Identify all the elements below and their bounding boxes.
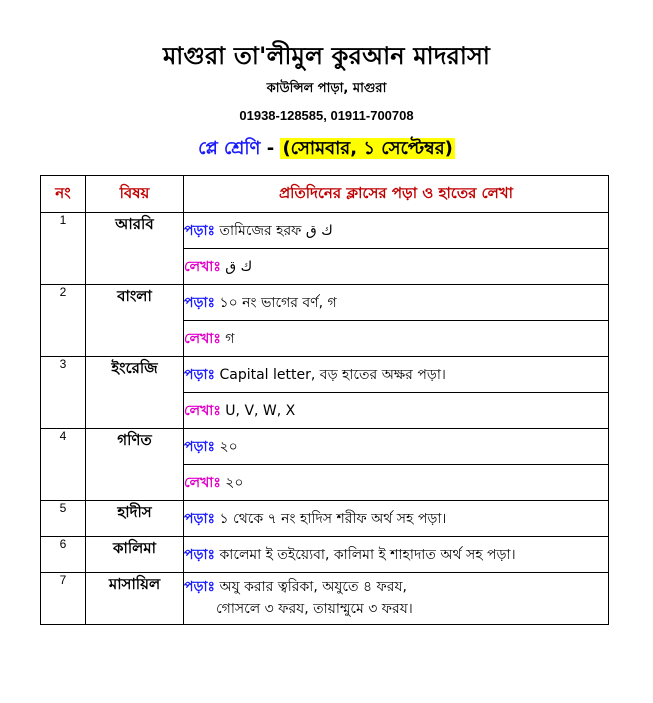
read-text: ১০ নং ভাগের বর্ণ, গ <box>215 294 337 311</box>
read-cell <box>184 537 609 573</box>
read-label: পড়াঃ <box>184 510 216 527</box>
read-text: অযু করার ত্বরিকা, অযুতে ৪ ফরয, <box>215 579 407 595</box>
madrasa-title: মাগুরা তা'লীমুল কুরআন মাদরাসা <box>162 42 491 70</box>
row-subject: হাদীস <box>86 501 184 537</box>
row-number: 1 <box>41 213 86 285</box>
row-number: 5 <box>41 501 86 537</box>
read-label: পড়াঃ <box>184 546 216 563</box>
table-row <box>41 285 609 321</box>
header-number: নং <box>41 176 86 213</box>
write-text: গ <box>220 330 235 347</box>
routine-table <box>40 175 609 625</box>
table-row <box>41 429 609 465</box>
read-text: Capital letter, বড় হাতের অক্ষর পড়া। <box>215 366 446 383</box>
row-subject: গণিত <box>86 429 184 501</box>
write-label: লেখাঃ <box>184 402 221 419</box>
read-label: পড়াঃ <box>184 366 216 383</box>
write-text: U, V, W, X <box>220 402 296 419</box>
row-subject: বাংলা <box>86 285 184 357</box>
dash-separator: - <box>260 138 281 159</box>
write-cell <box>184 393 609 429</box>
read-text: কালেমা ই তইয়্যেবা, কালিমা ই শাহাদাত অর্থ সহ পড়া। <box>215 546 516 563</box>
header-subject: বিষয় <box>86 176 184 213</box>
write-cell <box>184 321 609 357</box>
read-text: তামিজের হরফ ك ق <box>215 222 333 239</box>
read-label: পড়াঃ <box>184 222 216 239</box>
row-number: 6 <box>41 537 86 573</box>
table-row <box>41 213 609 249</box>
read-cell <box>184 501 609 537</box>
row-number: 7 <box>41 573 86 625</box>
row-subject: আরবি <box>86 213 184 285</box>
write-cell <box>184 249 609 285</box>
read-text: ১ থেকে ৭ নং হাদিস শরীফ অর্থ সহ পড়া। <box>215 510 447 527</box>
phone-numbers: 01938-128585, 01911-700708 <box>239 108 414 123</box>
read-cell <box>184 285 609 321</box>
read-label: পড়াঃ <box>184 294 216 311</box>
table-row <box>41 537 609 573</box>
class-line <box>0 134 653 165</box>
write-text: ك ق <box>220 258 253 275</box>
read-cell <box>184 429 609 465</box>
address: কাউন্সিল পাড়া, মাগুরা <box>266 81 387 96</box>
write-label: লেখাঃ <box>184 330 221 347</box>
header-daily-work: প্রতিদিনের ক্লাসের পড়া ও হাতের লেখা <box>184 176 609 213</box>
table-row <box>41 357 609 393</box>
write-label: লেখাঃ <box>184 258 221 275</box>
read-text: ২০ <box>215 438 238 455</box>
read-cell <box>184 573 609 625</box>
row-subject: কালিমা <box>86 537 184 573</box>
read-cell <box>184 357 609 393</box>
row-number: 4 <box>41 429 86 501</box>
date-highlight: (সোমবার, ১ সেপ্টেম্বর) <box>282 138 453 159</box>
table-row <box>41 501 609 537</box>
row-subject: ইংরেজি <box>86 357 184 429</box>
row-subject: মাসায়িল <box>86 573 184 625</box>
table-row <box>41 573 609 625</box>
class-name: প্লে শ্রেণি <box>198 138 261 159</box>
read-cell <box>184 213 609 249</box>
row-number: 3 <box>41 357 86 429</box>
read-label: পড়াঃ <box>184 438 216 455</box>
table-header-row <box>41 176 609 213</box>
write-cell <box>184 465 609 501</box>
row-number: 2 <box>41 285 86 357</box>
write-text: ২০ <box>220 474 244 491</box>
read-label: পড়াঃ <box>184 579 216 595</box>
write-label: লেখাঃ <box>184 474 221 491</box>
read-text-continued: গোসলে ৩ ফরয, তায়াম্মুমে ৩ ফরয। <box>216 601 413 617</box>
